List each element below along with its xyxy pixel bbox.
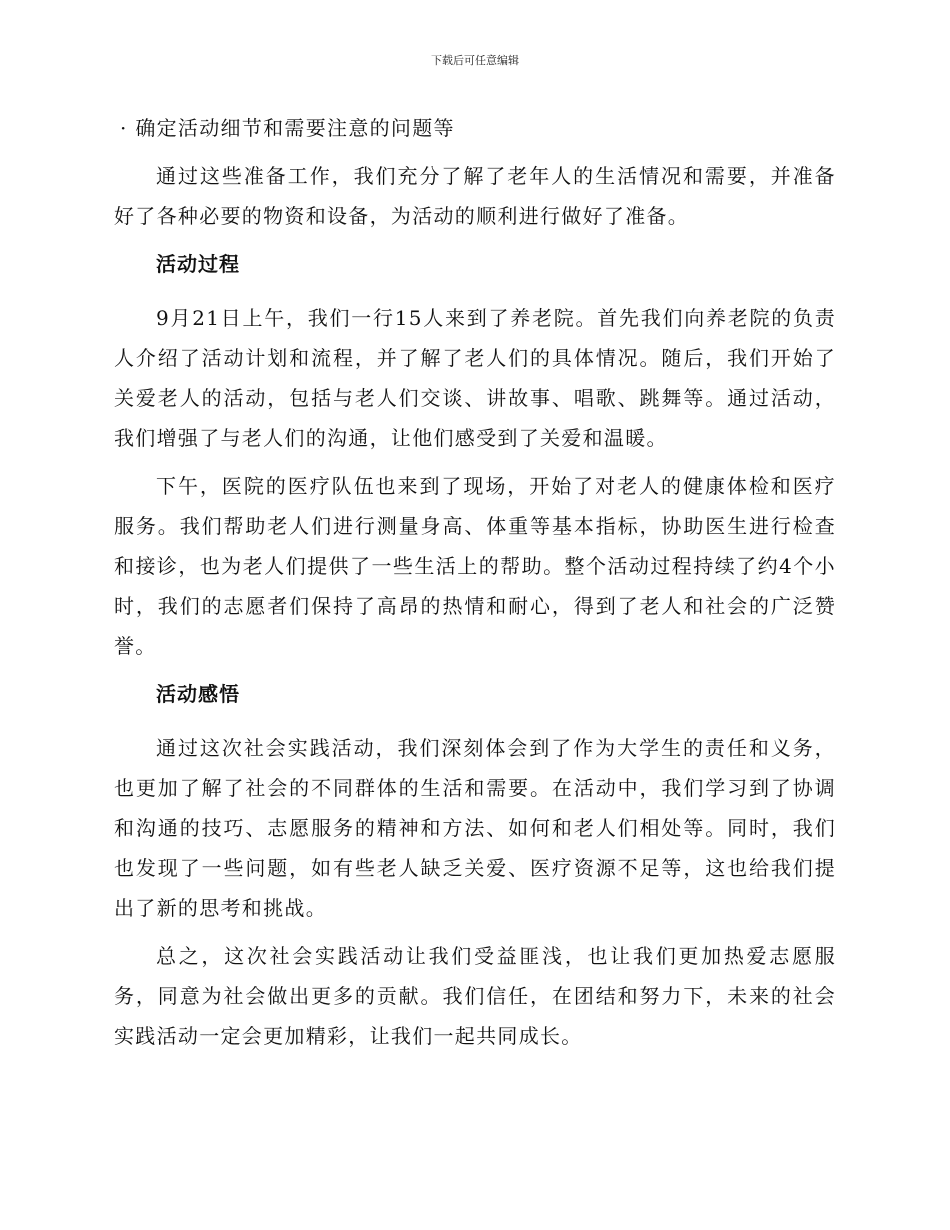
reflection-paragraph-2: 总之，这次社会实践活动让我们受益匪浅，也让我们更加热爱志愿服务，同意为社会做出更多的贡献。我们信任，在团结和努力下，未来的社会实践活动一定会更加精彩，让我们一起共同成长。 — [114, 944, 836, 1048]
intro-paragraph: 通过这些准备工作，我们充分了解了老年人的生活情况和需要，并准备好了各种必要的物资和设备，为活动的顺利进行做好了准备。 — [114, 164, 836, 228]
document-body — [114, 108, 836, 1064]
page-header: 下载后可任意编辑 — [431, 54, 519, 67]
process-paragraph-2: 下午，医院的医疗队伍也来到了现场，开始了对老人的健康体检和医疗服务。我们帮助老人们进行测量身高、体重等基本指标，协助医生进行检查和接诊，也为老人们提供了一些生活上的帮助。整个活动过程持续了约4个小时，我们的志愿者们保持了高昂的热情和耐心，得到了老人和社会的广泛赞誉。 — [114, 474, 836, 658]
section-heading-process: 活动过程 — [156, 252, 240, 276]
bullet-item: · 确定活动细节和需要注意的问题等 — [120, 116, 455, 140]
section-heading-reflection: 活动感悟 — [156, 682, 240, 706]
process-paragraph-1: 9月21日上午，我们一行15人来到了养老院。首先我们向养老院的负责人介绍了活动计划和流程，并了解了老人们的具体情况。随后，我们开始了关爱老人的活动，包括与老人们交谈、讲故事、唱歌、跳舞等。通过活动，我们增强了与老人们的沟通，让他们感受到了关爱和温暖。 — [114, 306, 836, 450]
reflection-paragraph-1: 通过这次社会实践活动，我们深刻体会到了作为大学生的责任和义务，也更加了解了社会的不同群体的生活和需要。在活动中，我们学习到了协调和沟通的技巧、志愿服务的精神和方法、如何和老人们相处等。同时，我们也发现了一些问题，如有些老人缺乏关爱、医疗资源不足等，这也给我们提出了新的思考和挑战。 — [114, 736, 836, 920]
